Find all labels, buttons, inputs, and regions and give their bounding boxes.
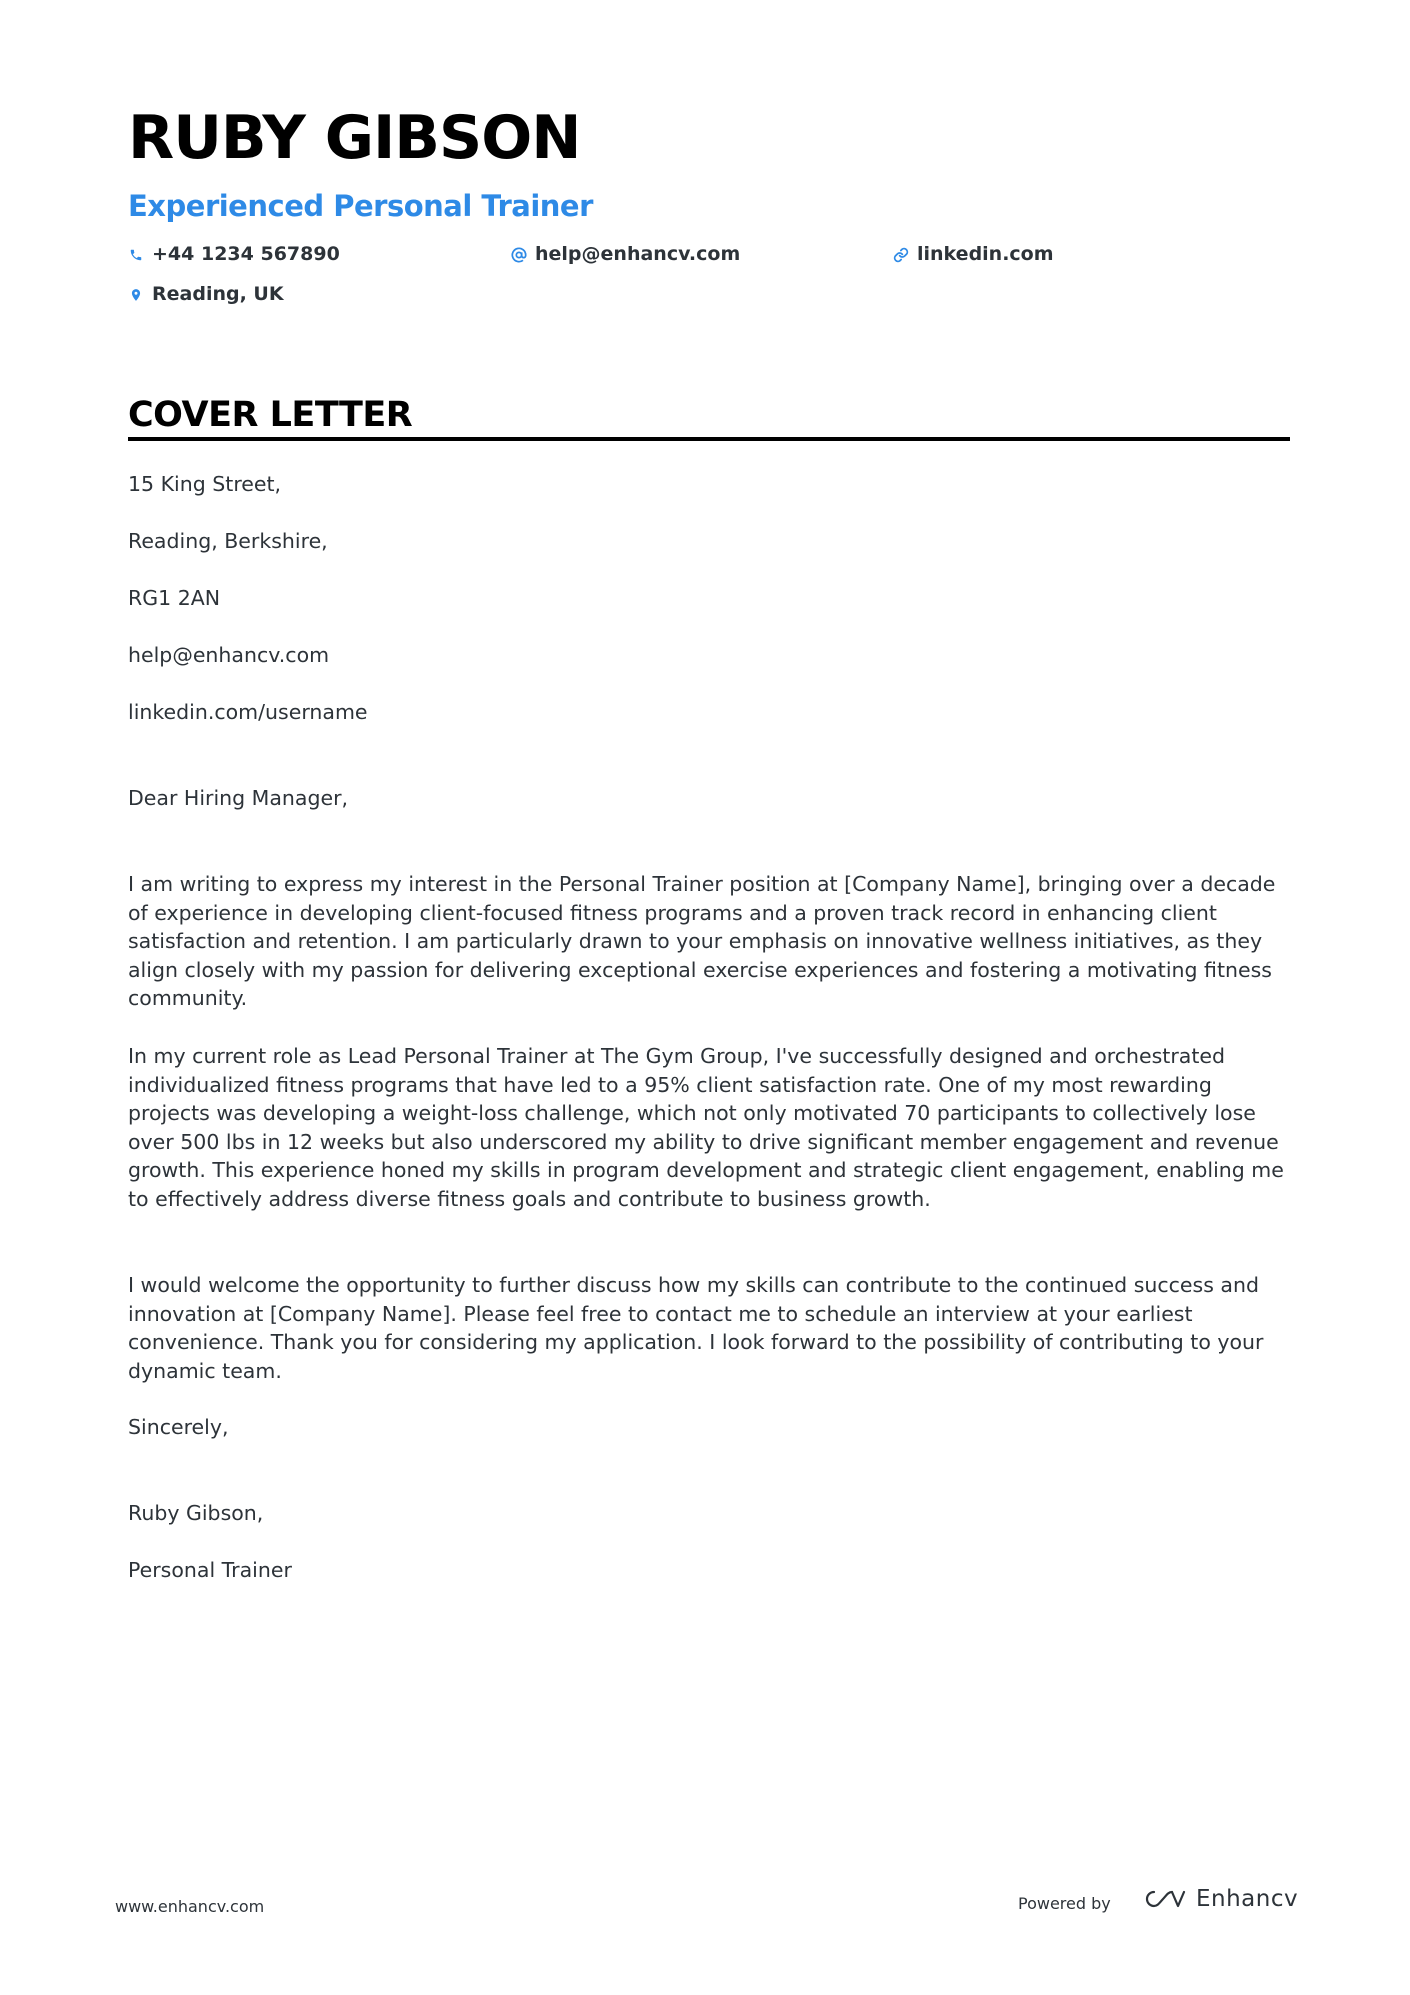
powered-by-label: Powered by: [1018, 1894, 1111, 1913]
signature-title: Personal Trainer: [128, 1558, 292, 1582]
location-pin-icon: [128, 287, 144, 303]
address-line: 15 King Street,: [128, 472, 282, 496]
salutation: Dear Hiring Manager,: [128, 786, 349, 810]
contact-location: [128, 285, 284, 304]
at-icon: [511, 247, 527, 263]
contact-email-text: help@enhancv.com: [535, 243, 741, 265]
contact-linkedin-text: linkedin.com: [917, 243, 1054, 265]
contact-phone[interactable]: [128, 245, 340, 264]
brand-logo[interactable]: [1140, 1886, 1298, 1912]
address-line: help@enhancv.com: [128, 643, 330, 667]
body-paragraph: I am writing to express my interest in the Personal Trainer position at [Company Name], bringing over a decade of experience in developing client-focused fitness programs and a proven track record in enhancing client satisfaction and retention. I am particularly drawn to your emphasis on innovative wellness initiatives, as they align closely with my passion for delivering exceptional exercise experiences and fostering a motivating fitness community.: [128, 872, 1276, 1010]
candidate-name: RUBY GIBSON: [128, 103, 581, 173]
candidate-title: Experienced Personal Trainer: [128, 189, 593, 223]
section-title: COVER LETTER: [128, 395, 413, 435]
section-divider: [128, 437, 1290, 441]
link-icon: [893, 247, 909, 263]
address-line: linkedin.com/username: [128, 700, 368, 724]
footer-url[interactable]: www.enhancv.com: [115, 1897, 265, 1916]
closing: Sincerely,: [128, 1415, 229, 1439]
contact-phone-text: +44 1234 567890: [152, 243, 340, 265]
phone-icon: [128, 247, 144, 263]
contact-email[interactable]: [511, 245, 740, 264]
brand-name: Enhancv: [1196, 1886, 1299, 1912]
contact-linkedin[interactable]: [893, 245, 1054, 264]
address-line: Reading, Berkshire,: [128, 529, 328, 553]
contact-location-text: Reading, UK: [152, 283, 284, 305]
body-paragraph: I would welcome the opportunity to further discuss how my skills can contribute to the continued success and innovation at [Company Name]. Please feel free to contact me to schedule an interview at your earliest convenience. Thank you for considering my application. I look forward to the possibility of contributing to your dynamic team.: [128, 1273, 1264, 1383]
address-line: RG1 2AN: [128, 586, 221, 610]
signature-name: Ruby Gibson,: [128, 1501, 264, 1525]
enhancv-logo-icon: [1140, 1887, 1186, 1911]
body-paragraph: In my current role as Lead Personal Trainer at The Gym Group, I've successfully designed and orchestrated individualized fitness programs that have led to a 95% client satisfaction rate. One of my most rewarding projects was developing a weight-loss challenge, which not only motivated 70 participants to collectively lose over 500 lbs in 12 weeks but also underscored my ability to drive significant member engagement and revenue growth. This experience honed my skills in program development and strategic client engagement, enabling me to effectively address diverse fitness goals and contribute to business growth.: [128, 1044, 1284, 1211]
